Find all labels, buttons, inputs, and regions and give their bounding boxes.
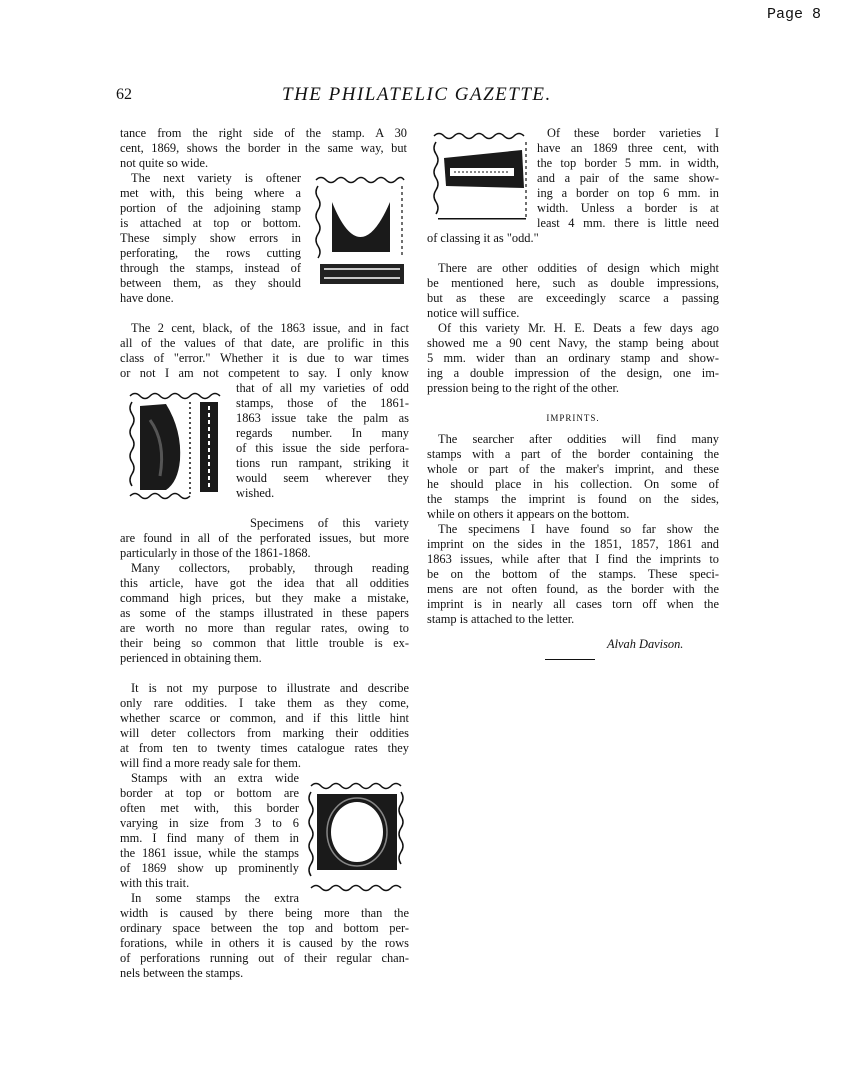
text-line: while on others it appears on the bottom.: [427, 507, 630, 521]
text-line: of this issue the side perfora-: [236, 441, 409, 455]
text-line: between them, as they should: [120, 276, 301, 290]
text-line: of 1869 show up prominently: [120, 861, 299, 875]
text-line: These simply show errors in: [120, 231, 301, 245]
text-line: width is caused by there being more than the: [120, 906, 409, 920]
text-line: are found in all of the perforated issues, but more: [120, 531, 409, 545]
text-line: that of all my varieties of odd: [236, 381, 409, 395]
stamp-top-border-icon: [430, 128, 532, 226]
text-line: ing a double impression of the design, one im-: [427, 366, 719, 380]
text-line: stamps with a part of the border containing the: [427, 447, 719, 461]
text-line: width. Unless a border is at: [537, 201, 719, 215]
text-line: have an 1869 three cent, with: [537, 141, 719, 155]
signature: Alvah Davison.: [607, 637, 684, 651]
text-line: portion of the adjoining stamp: [120, 201, 301, 215]
text-line: border at top or bottom are: [120, 786, 299, 800]
text-line: 5 mm. wider than an ordinary stamp and show-: [427, 351, 719, 365]
text-line: he should place in his collection. On some of: [427, 477, 719, 491]
text-line: particularly in those of the 1861-1868.: [120, 546, 311, 560]
text-line: varying in size from 3 to 6: [120, 816, 299, 830]
text-line: this article, have got the idea that all oddities: [120, 576, 409, 590]
text-line: regards number. In many: [236, 426, 409, 440]
text-line: 1863 issue take the palm as: [236, 411, 409, 425]
page-label: Page 8: [766, 6, 821, 23]
text-line: The searcher after oddities will find many: [438, 432, 719, 446]
text-line: imprint on the sides in the 1851, 1857, 1861 and: [427, 537, 719, 551]
text-line: and a pair of the same show-: [537, 171, 719, 185]
text-line: of perforations running out of their regular chan-: [120, 951, 409, 965]
text-line: with this trait.: [120, 876, 190, 890]
text-line: The specimens I have found so far show the: [438, 522, 719, 536]
text-line: There are other oddities of design which might: [438, 261, 719, 275]
closing-rule: [545, 659, 595, 660]
text-line: of classing it as "odd.": [427, 231, 539, 245]
text-line: the top border 5 mm. in width,: [537, 156, 719, 170]
text-line: the 1861 issue, while the stamps: [120, 846, 299, 860]
text-line: will deter collectors from marking their oddities: [120, 726, 409, 740]
text-line: or not I am not competent to say. I only know: [120, 366, 409, 380]
text-line: is attached at top or bottom.: [120, 216, 301, 230]
text-line: be mentioned here, such as double impressions,: [427, 276, 719, 290]
text-line: are worth no more than regular rates, owing to: [120, 621, 409, 635]
text-line: stamps, those of the 1861-: [236, 396, 409, 410]
text-line: ordinary space between the top and bottom per-: [120, 921, 409, 935]
text-line: 1863 issues, while after that I find the imprints to: [427, 552, 719, 566]
text-line: tance from the right side of the stamp. A 30: [120, 126, 407, 140]
text-line: showed me a 90 cent Navy, the stamp being about: [427, 336, 719, 350]
gazette-title: THE PHILATELIC GAZETTE.: [282, 84, 552, 105]
stamp-attached-bottom-icon: [312, 172, 408, 292]
text-line: Stamps with an extra wide: [131, 771, 299, 785]
text-line: imprint is in nearly all cases torn off when the: [427, 597, 719, 611]
text-line: cent, 1869, shows the border in the same way, but: [120, 141, 407, 155]
text-line: wished.: [236, 486, 275, 500]
text-line: perienced in obtaining them.: [120, 651, 262, 665]
text-line: Specimens of this variety: [250, 516, 409, 530]
text-line: whole or part of the maker's imprint, and these: [427, 462, 719, 476]
text-line: will find a more ready sale for them.: [120, 756, 301, 770]
text-line: the stamps the imprint is found on the sides,: [427, 492, 719, 506]
text-line: mens are not often found, as the border with the: [427, 582, 719, 596]
text-line: often met with, this border: [120, 801, 299, 815]
text-line: perforating, the rows cutting: [120, 246, 301, 260]
text-line: would seem wherever they: [236, 471, 409, 485]
text-line: ing a border on top 6 mm. in: [537, 186, 719, 200]
text-line: command high prices, but they make a mistake,: [120, 591, 409, 605]
text-line: forations, while in others it is caused by the rows: [120, 936, 409, 950]
stamp-wide-border-icon: [303, 780, 413, 898]
text-line: pression being to the right of the other.: [427, 381, 620, 395]
text-line: as some of the stamps illustrated in these papers: [120, 606, 409, 620]
page-number: 62: [116, 86, 132, 103]
text-line: Of these border varieties I: [547, 126, 719, 140]
text-line: but as these are exceedingly scarce a passing: [427, 291, 719, 305]
text-line: In some stamps the extra: [131, 891, 299, 905]
text-line: their being so common that little trouble is ex-: [120, 636, 409, 650]
stamp-side-perforations-icon: [126, 390, 232, 502]
text-line: have done.: [120, 291, 174, 305]
text-line: met with, this being where a: [120, 186, 301, 200]
text-line: Of this variety Mr. H. E. Deats a few days ago: [438, 321, 719, 335]
text-line: It is not my purpose to illustrate and describe: [131, 681, 409, 695]
text-line: mm. I find many of them in: [120, 831, 299, 845]
text-line: class of "error." Whether it is due to war times: [120, 351, 409, 365]
text-line: least 4 mm. there is little need: [537, 216, 719, 230]
text-line: Many collectors, probably, through reading: [131, 561, 409, 575]
text-line: whether scarce or common, and if this little hint: [120, 711, 409, 725]
text-line: tions run rampant, striking it: [236, 456, 409, 470]
text-line: through the stamps, instead of: [120, 261, 301, 275]
text-line: all of the values of that date, are prolific in this: [120, 336, 409, 350]
text-line: not quite so wide.: [120, 156, 209, 170]
text-line: be on the bottom of the stamps. These speci-: [427, 567, 719, 581]
text-line: The 2 cent, black, of the 1863 issue, and in fact: [131, 321, 409, 335]
text-line: only rare oddities. I take them as they come,: [120, 696, 409, 710]
imprints-heading: IMPRINTS.: [546, 413, 600, 423]
text-line: nels between the stamps.: [120, 966, 244, 980]
text-line: notice will suffice.: [427, 306, 520, 320]
text-line: The next variety is oftener: [131, 171, 301, 185]
text-line: stamp is attached to the letter.: [427, 612, 575, 626]
text-line: at from ten to twenty times catalogue rates they: [120, 741, 409, 755]
